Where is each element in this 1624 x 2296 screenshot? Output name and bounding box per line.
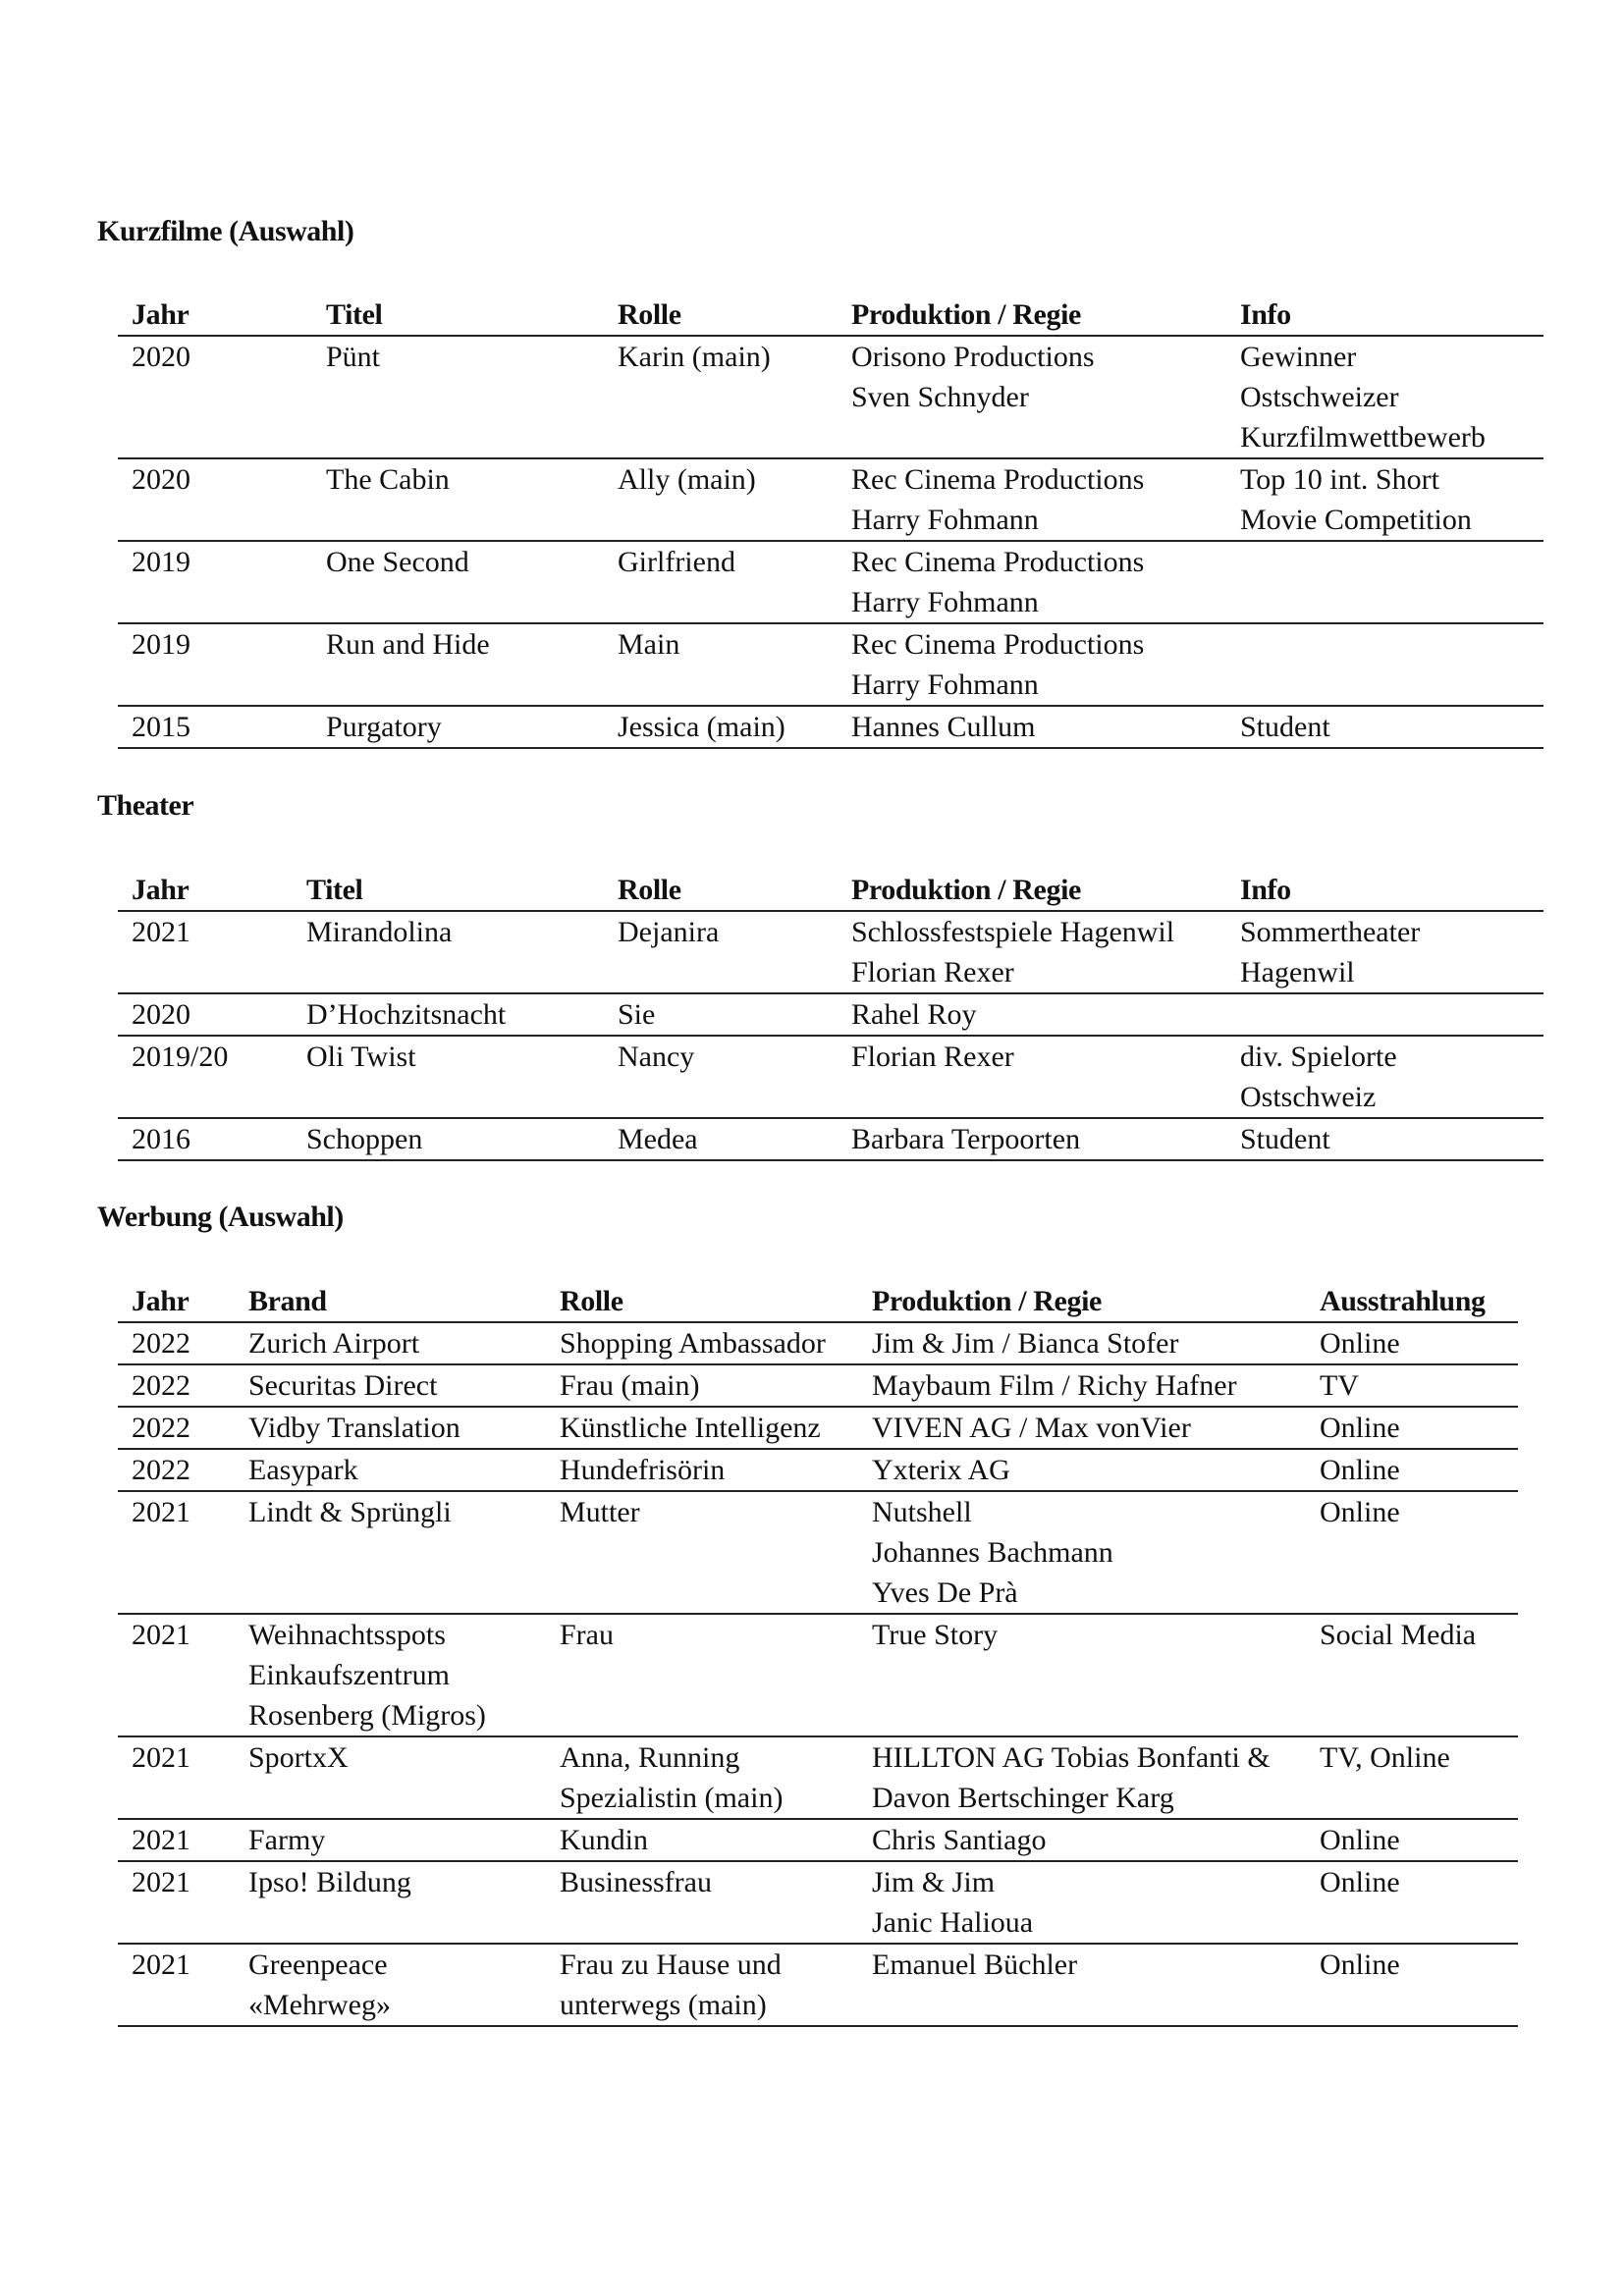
table-cell: Sommertheater Hagenwil	[1226, 911, 1543, 993]
table-cell: Online	[1306, 1322, 1518, 1364]
table-row	[118, 706, 1543, 748]
table-cell: Student	[1226, 706, 1543, 748]
table-cell: 2021	[118, 1819, 235, 1861]
table-cell: 2016	[118, 1118, 293, 1160]
column-header: Rolle	[546, 1281, 858, 1322]
table-cell: Pünt	[312, 336, 604, 458]
table-cell: Online	[1306, 1944, 1518, 2026]
table-row	[118, 1614, 1518, 1736]
table-cell: Ally (main)	[604, 458, 838, 541]
table-cell: Oli Twist	[293, 1036, 604, 1118]
column-header: Ausstrahlung	[1306, 1281, 1518, 1322]
table-cell: 2021	[118, 911, 293, 993]
table-row	[118, 541, 1543, 623]
table-cell: Online	[1306, 1491, 1518, 1614]
table-cell: 2020	[118, 993, 293, 1036]
table-cell: Rec Cinema Productions Harry Fohmann	[838, 623, 1226, 706]
table-cell: Girlfriend	[604, 541, 838, 623]
column-header: Produktion / Regie	[838, 870, 1226, 911]
column-header: Titel	[293, 870, 604, 911]
table-cell: div. Spielorte Ostschweiz	[1226, 1036, 1543, 1118]
table-cell: 2021	[118, 1614, 235, 1736]
table-cell: 2019	[118, 623, 312, 706]
table-cell: TV	[1306, 1364, 1518, 1407]
table-cell: Kundin	[546, 1819, 858, 1861]
table-row	[118, 911, 1543, 993]
column-header: Brand	[235, 1281, 546, 1322]
table-cell: Frau	[546, 1614, 858, 1736]
table-cell: Main	[604, 623, 838, 706]
table-row	[118, 1819, 1518, 1861]
table-row	[118, 336, 1543, 458]
column-header: Titel	[312, 294, 604, 336]
werbung-table	[118, 1281, 1518, 2027]
column-header: Rolle	[604, 870, 838, 911]
table-cell: The Cabin	[312, 458, 604, 541]
table-row	[118, 623, 1543, 706]
table-cell: Online	[1306, 1819, 1518, 1861]
table-header-row	[118, 1281, 1518, 1322]
table-cell: SportxX	[235, 1736, 546, 1819]
table-cell: Easypark	[235, 1449, 546, 1491]
table-header-row	[118, 870, 1543, 911]
table-cell: Nancy	[604, 1036, 838, 1118]
table-cell: Florian Rexer	[838, 1036, 1226, 1118]
table-cell: Rec Cinema Productions Harry Fohmann	[838, 541, 1226, 623]
table-cell: TV, Online	[1306, 1736, 1518, 1819]
table-cell: Maybaum Film / Richy Hafner	[858, 1364, 1306, 1407]
table-cell: Lindt & Sprüngli	[235, 1491, 546, 1614]
table-cell: Businessfrau	[546, 1861, 858, 1944]
section-title-kurzfilme: Kurzfilme (Auswahl)	[97, 215, 354, 247]
table-cell: Medea	[604, 1118, 838, 1160]
table-cell: Barbara Terpoorten	[838, 1118, 1226, 1160]
table-cell: Student	[1226, 1118, 1543, 1160]
table-cell: Dejanira	[604, 911, 838, 993]
table-cell: One Second	[312, 541, 604, 623]
table-row	[118, 1407, 1518, 1449]
table-cell	[1226, 993, 1543, 1036]
table-cell	[1226, 541, 1543, 623]
table-cell: Frau zu Hause und unterwegs (main)	[546, 1944, 858, 2026]
table-cell: Yxterix AG	[858, 1449, 1306, 1491]
table-cell: Schlossfestspiele Hagenwil Florian Rexer	[838, 911, 1226, 993]
table-cell: 2015	[118, 706, 312, 748]
table-row	[118, 1364, 1518, 1407]
table-cell: VIVEN AG / Max vonVier	[858, 1407, 1306, 1449]
table-cell: Shopping Ambassador	[546, 1322, 858, 1364]
table-cell: HILLTON AG Tobias Bonfanti & Davon Bertschinger Karg	[858, 1736, 1306, 1819]
table-cell: Jessica (main)	[604, 706, 838, 748]
table-cell: Zurich Airport	[235, 1322, 546, 1364]
table-cell: Jim & Jim Janic Halioua	[858, 1861, 1306, 1944]
table-cell: Vidby Translation	[235, 1407, 546, 1449]
column-header: Jahr	[118, 294, 312, 336]
table-row	[118, 1322, 1518, 1364]
table-row	[118, 1449, 1518, 1491]
section-title-werbung: Werbung (Auswahl)	[97, 1201, 344, 1233]
table-row	[118, 1036, 1543, 1118]
table-row	[118, 1736, 1518, 1819]
theater-table	[118, 870, 1543, 1161]
table-cell: Social Media	[1306, 1614, 1518, 1736]
table-cell: Jim & Jim / Bianca Stofer	[858, 1322, 1306, 1364]
table-cell: Ipso! Bildung	[235, 1861, 546, 1944]
table-cell: 2021	[118, 1736, 235, 1819]
table-cell: Orisono Productions Sven Schnyder	[838, 336, 1226, 458]
table-cell: 2020	[118, 336, 312, 458]
table-cell: Anna, Running Spezialistin (main)	[546, 1736, 858, 1819]
table-row	[118, 1118, 1543, 1160]
table-cell: 2021	[118, 1861, 235, 1944]
table-cell: Chris Santiago	[858, 1819, 1306, 1861]
table-cell: Mutter	[546, 1491, 858, 1614]
table-cell: Hundefrisörin	[546, 1449, 858, 1491]
column-header: Jahr	[118, 1281, 235, 1322]
table-cell: Nutshell Johannes Bachmann Yves De Prà	[858, 1491, 1306, 1614]
kurzfilme-table	[118, 294, 1543, 749]
column-header: Rolle	[604, 294, 838, 336]
table-cell: Rec Cinema Productions Harry Fohmann	[838, 458, 1226, 541]
table-cell: 2019	[118, 541, 312, 623]
table-header-row	[118, 294, 1543, 336]
table-row	[118, 1491, 1518, 1614]
column-header: Jahr	[118, 870, 293, 911]
table-row	[118, 993, 1543, 1036]
table-cell: 2022	[118, 1407, 235, 1449]
table-cell: Weihnachtsspots Einkaufszentrum Rosenberg (Migros)	[235, 1614, 546, 1736]
table-cell: Securitas Direct	[235, 1364, 546, 1407]
table-cell: 2020	[118, 458, 312, 541]
column-header: Produktion / Regie	[838, 294, 1226, 336]
table-row	[118, 458, 1543, 541]
section-title-theater: Theater	[97, 789, 194, 822]
table-cell: 2022	[118, 1322, 235, 1364]
table-cell: Online	[1306, 1449, 1518, 1491]
table-cell: Mirandolina	[293, 911, 604, 993]
table-cell: Online	[1306, 1407, 1518, 1449]
table-cell: D’Hochzitsnacht	[293, 993, 604, 1036]
table-cell: Farmy	[235, 1819, 546, 1861]
table-cell: 2022	[118, 1449, 235, 1491]
table-cell: 2022	[118, 1364, 235, 1407]
table-cell: Sie	[604, 993, 838, 1036]
table-cell: Karin (main)	[604, 336, 838, 458]
column-header: Produktion / Regie	[858, 1281, 1306, 1322]
table-cell: Schoppen	[293, 1118, 604, 1160]
table-cell: Frau (main)	[546, 1364, 858, 1407]
table-cell: Purgatory	[312, 706, 604, 748]
table-cell: Rahel Roy	[838, 993, 1226, 1036]
table-cell: 2019/20	[118, 1036, 293, 1118]
table-row	[118, 1944, 1518, 2026]
column-header: Info	[1226, 294, 1543, 336]
table-cell: Greenpeace «Mehrweg»	[235, 1944, 546, 2026]
table-cell: True Story	[858, 1614, 1306, 1736]
table-cell: Online	[1306, 1861, 1518, 1944]
column-header: Info	[1226, 870, 1543, 911]
table-cell: Hannes Cullum	[838, 706, 1226, 748]
table-row	[118, 1861, 1518, 1944]
table-cell: 2021	[118, 1944, 235, 2026]
table-cell: Emanuel Büchler	[858, 1944, 1306, 2026]
table-cell: Gewinner Ostschweizer Kurzfilmwettbewerb	[1226, 336, 1543, 458]
table-cell: Run and Hide	[312, 623, 604, 706]
table-cell: Künstliche Intelligenz	[546, 1407, 858, 1449]
table-cell	[1226, 623, 1543, 706]
table-cell: 2021	[118, 1491, 235, 1614]
table-cell: Top 10 int. Short Movie Competition	[1226, 458, 1543, 541]
